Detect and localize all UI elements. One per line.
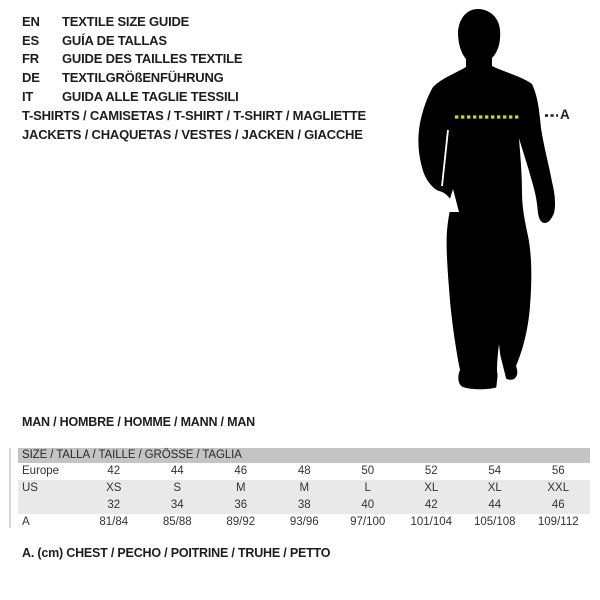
language-label: GUIDE DES TAILLES TEXTILE (62, 51, 243, 67)
language-code: FR (22, 51, 39, 67)
row-value: 46 (234, 465, 248, 477)
row-value: 42 (424, 499, 438, 511)
row-value: 50 (361, 465, 375, 477)
chest-footnote: A. (cm) CHEST / PECHO / POITRINE / TRUHE / PETTO (22, 546, 331, 560)
row-value: 46 (551, 499, 565, 511)
row-value: 105/108 (473, 516, 516, 528)
row-label: A (22, 516, 30, 528)
measurement-label-a: A (560, 107, 570, 122)
row-label (18, 497, 82, 514)
table-row-us (18, 480, 590, 497)
category-line-jackets: JACKETS / CHAQUETAS / VESTES / JACKEN / GIACCHE (22, 127, 363, 142)
row-value: 34 (170, 499, 184, 511)
row-value: 44 (488, 499, 502, 511)
row-value: XL (424, 482, 439, 494)
row-value: 54 (488, 465, 502, 477)
row-value: XL (487, 482, 502, 494)
table-row-europe (18, 463, 590, 480)
row-value: 52 (424, 465, 438, 477)
row-value: 93/96 (289, 516, 319, 528)
language-label: GUÍA DE TALLAS (62, 32, 167, 48)
row-value: 101/104 (410, 516, 453, 528)
row-value: 97/100 (350, 516, 386, 528)
row-label: US (22, 482, 38, 494)
row-value: S (173, 482, 182, 494)
category-line-tshirts: T-SHIRTS / CAMISETAS / T-SHIRT / T-SHIRT / MAGLIETTE (22, 108, 366, 123)
language-code: IT (22, 88, 34, 104)
row-value: 48 (297, 465, 311, 477)
size-table (18, 448, 590, 531)
row-value: 85/88 (162, 516, 192, 528)
language-code: DE (22, 70, 40, 86)
row-value: 32 (107, 499, 121, 511)
table-row-sizes (18, 497, 590, 514)
language-label: TEXTILGRÖßENFÜHRUNG (62, 70, 224, 86)
row-value: 89/92 (226, 516, 256, 528)
row-value: XXL (547, 482, 570, 494)
language-label: TEXTILE SIZE GUIDE (62, 14, 190, 29)
row-value: XS (106, 482, 122, 494)
row-value: L (364, 482, 371, 494)
language-code: EN (22, 14, 40, 29)
row-value: 36 (234, 499, 248, 511)
row-value: 56 (551, 465, 565, 477)
row-value: M (235, 482, 246, 494)
table-row-a (18, 514, 590, 531)
row-value: 44 (170, 465, 184, 477)
size-table-rows (18, 463, 590, 531)
section-title-man: MAN / HOMBRE / HOMME / MANN / MAN (22, 415, 255, 429)
row-value: 38 (297, 499, 311, 511)
row-value: 42 (107, 465, 121, 477)
language-label: GUIDA ALLE TAGLIE TESSILI (62, 88, 239, 104)
row-label: Europe (22, 465, 60, 477)
man-silhouette-path (418, 9, 555, 389)
row-value: 40 (361, 499, 375, 511)
language-code: ES (22, 32, 39, 48)
row-value: 109/112 (537, 516, 579, 528)
row-value: M (299, 482, 310, 494)
row-value: 81/84 (99, 516, 129, 528)
table-left-accent-line (9, 448, 11, 528)
size-table-header: SIZE / TALLA / TAILLE / GRÖSSE / TAGLIA (18, 448, 590, 463)
